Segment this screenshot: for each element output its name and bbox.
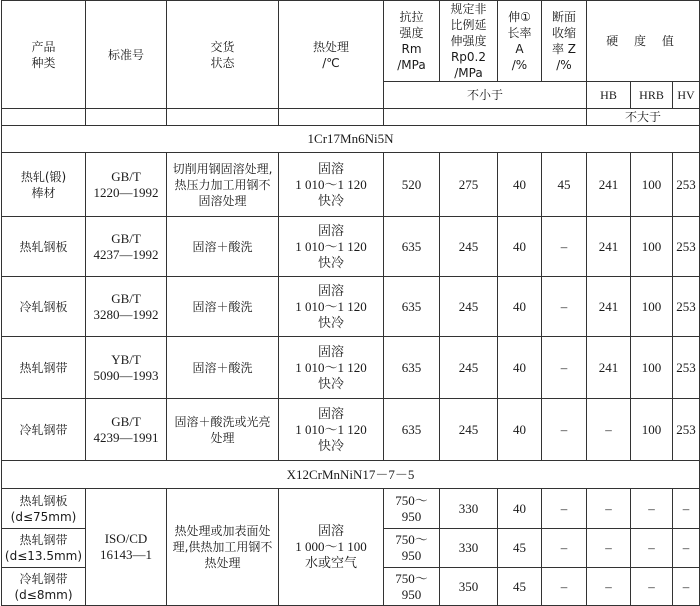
section-1cr17mn6ni5n [2,126,700,153]
hb-cell: – [587,489,631,529]
hrb-cell: 100 [631,217,673,277]
header-row-top [2,1,700,82]
hv-cell: 253 [673,153,700,217]
z-cell: – [542,337,587,399]
rp-cell: 245 [440,217,498,277]
hb-cell: 241 [587,217,631,277]
table-row [2,153,700,217]
z-cell: 45 [542,153,587,217]
hb-cell: – [587,529,631,568]
rm-cell: 750～ 950 [384,568,440,606]
a-cell: 45 [498,568,542,606]
hb-cell: – [587,568,631,606]
product-cell: 热轧钢带 [2,337,86,399]
hrb-cell: 100 [631,399,673,461]
rm-cell: 635 [384,277,440,337]
header-hardness: 硬 度 值 [587,1,700,82]
hrb-cell: – [631,568,673,606]
heat-cell: 固溶 1 010～1 120 快冷 [279,399,384,461]
product-cell: 冷轧钢板 [2,277,86,337]
header-delivery-state: 交货 状态 [167,1,279,109]
table-row [2,337,700,399]
z-cell: – [542,277,587,337]
heat-cell: 固溶 1 010～1 120 快冷 [279,277,384,337]
rm-cell: 750～ 950 [384,489,440,529]
hv-cell: – [673,568,700,606]
header-heat-treatment: 热处理 /℃ [279,1,384,109]
steel-properties-table [1,0,700,606]
header-product-type: 产品 种类 [2,1,86,109]
header-hv: HV [673,82,700,109]
standard-cell: GB/T 3280—1992 [86,277,167,337]
hrb-cell: – [631,489,673,529]
table-row [2,489,700,529]
a-cell: 40 [498,153,542,217]
hb-cell: 241 [587,277,631,337]
a-cell: 40 [498,277,542,337]
standard-cell: YB/T 5090—1993 [86,337,167,399]
product-cell: 热轧(锻) 棒材 [2,153,86,217]
standard-cell: ISO/CD 16143—1 [86,489,167,606]
heat-cell: 固溶 1 010～1 120 快冷 [279,153,384,217]
heat-cell: 固溶 1 000～1 100 水或空气 [279,489,384,606]
z-cell: – [542,489,587,529]
section-title-2: X12CrMnNiN17－7－5 [2,461,700,489]
header-not-more-than: 不大于 [587,109,700,126]
rm-cell: 635 [384,399,440,461]
hb-cell: 241 [587,337,631,399]
header-reduction-area: 断面 收缩 率 Z /% [542,1,587,82]
a-cell: 40 [498,337,542,399]
hv-cell: 253 [673,217,700,277]
hrb-cell: 100 [631,337,673,399]
header-elongation: 伸① 长率 A /% [498,1,542,82]
hv-cell: – [673,529,700,568]
hrb-cell: 100 [631,277,673,337]
rp-cell: 330 [440,489,498,529]
hrb-cell: – [631,529,673,568]
section-title-1: 1Cr17Mn6Ni5N [2,126,700,153]
z-cell: – [542,217,587,277]
hv-cell: 253 [673,277,700,337]
header-hb: HB [587,82,631,109]
hb-cell: 241 [587,153,631,217]
rm-cell: 635 [384,217,440,277]
header-hrb: HRB [631,82,673,109]
header-proof-strength: 规定非 比例延 伸强度 Rp0.2 /MPa [440,1,498,82]
heat-cell: 固溶 1 010～1 120 快冷 [279,217,384,277]
rp-cell: 330 [440,529,498,568]
product-cell: 冷轧钢带 (d≤8mm) [2,568,86,606]
z-cell: – [542,399,587,461]
heat-cell: 固溶 1 010～1 120 快冷 [279,337,384,399]
hv-cell: 253 [673,399,700,461]
table-row [2,399,700,461]
rm-cell: 520 [384,153,440,217]
delivery-cell: 固溶＋酸洗 [167,337,279,399]
header-standard-no: 标准号 [86,1,167,109]
hv-cell: – [673,489,700,529]
a-cell: 40 [498,489,542,529]
a-cell: 40 [498,399,542,461]
product-cell: 热轧钢板 [2,217,86,277]
a-cell: 45 [498,529,542,568]
delivery-cell: 切削用钢固溶处理,热压力加工用钢不固溶处理 [167,153,279,217]
product-cell: 热轧钢带 (d≤13.5mm) [2,529,86,568]
z-cell: – [542,529,587,568]
rp-cell: 245 [440,399,498,461]
hv-cell: 253 [673,337,700,399]
standard-cell: GB/T 4237—1992 [86,217,167,277]
rp-cell: 245 [440,337,498,399]
delivery-cell: 固溶＋酸洗或光亮处理 [167,399,279,461]
rm-cell: 635 [384,337,440,399]
delivery-cell: 固溶＋酸洗 [167,217,279,277]
rm-cell: 750～ 950 [384,529,440,568]
hb-cell: – [587,399,631,461]
header-tensile-strength: 抗拉 强度 Rm /MPa [384,1,440,82]
rp-cell: 245 [440,277,498,337]
standard-cell: GB/T 4239—1991 [86,399,167,461]
table-row [2,277,700,337]
hrb-cell: 100 [631,153,673,217]
rp-cell: 350 [440,568,498,606]
standard-cell: GB/T 1220—1992 [86,153,167,217]
header-row-limit [2,109,700,126]
delivery-cell: 固溶＋酸洗 [167,277,279,337]
product-cell: 热轧钢板 (d≤75mm) [2,489,86,529]
delivery-cell: 热处理或加表面处理,供热加工用钢不热处理 [167,489,279,606]
table-row [2,217,700,277]
rp-cell: 275 [440,153,498,217]
header-not-less-than: 不小于 [384,82,587,109]
product-cell: 冷轧钢带 [2,399,86,461]
a-cell: 40 [498,217,542,277]
z-cell: – [542,568,587,606]
section-x12crmnnin17-7-5 [2,461,700,489]
